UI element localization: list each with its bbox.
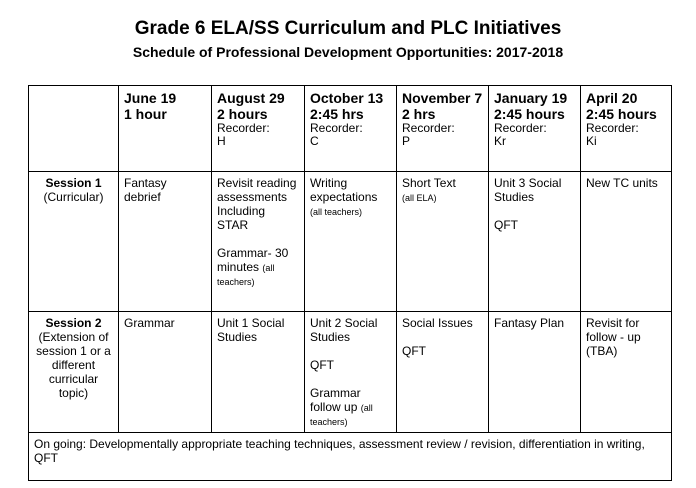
recorder-name: P: [402, 134, 411, 148]
session1-august-cell: [212, 172, 305, 312]
ongoing-text: On going: Developmentally appropriate teaching techniques, assessment review / revision, differentiation in writing, QFT: [34, 437, 645, 465]
header-date: November 7: [402, 90, 483, 106]
cell-text: New TC units: [586, 176, 658, 190]
cell-text: Fantasy Plan: [494, 316, 565, 330]
cell-note: (all teachers): [217, 263, 275, 287]
recorder-name: Ki: [586, 134, 597, 148]
header-cell-august: [212, 86, 305, 172]
cell-text: QFT: [402, 344, 426, 358]
cell-text: Revisit for follow - up (TBA): [586, 316, 641, 358]
recorder-name: C: [310, 134, 319, 148]
header-cell-april: [581, 86, 672, 172]
recorder-name: Kr: [494, 134, 506, 148]
session2-april-cell: [581, 312, 672, 433]
header-row: [29, 86, 672, 172]
header-date: April 20: [586, 90, 638, 106]
recorder-label: Recorder:: [217, 121, 270, 135]
cell-text: Grammar- 30 minutes: [217, 246, 289, 274]
header-cell-january: [489, 86, 581, 172]
cell-text: Grammar follow up: [310, 386, 361, 414]
recorder-label: Recorder:: [402, 121, 455, 135]
header-duration: 2 hrs: [402, 106, 436, 122]
recorder-label: Recorder:: [586, 121, 639, 135]
session2-august-cell: [212, 312, 305, 433]
schedule-table: [28, 85, 672, 481]
session2-subtitle: (Extension of session 1 or a different curricular topic): [36, 330, 111, 400]
session1-october-cell: [305, 172, 397, 312]
header-cell-november: [397, 86, 489, 172]
session1-label-cell: [29, 172, 119, 312]
cell-note: (all teachers): [310, 207, 363, 217]
cell-text: QFT: [310, 358, 334, 372]
header-cell-october: [305, 86, 397, 172]
header-cell-june: [119, 86, 212, 172]
session1-row: [29, 172, 672, 312]
cell-text: Unit 3 Social Studies: [494, 176, 562, 204]
session2-october-cell: [305, 312, 397, 433]
session2-january-cell: [489, 312, 581, 433]
header-corner-cell: [29, 86, 119, 172]
header-duration: 2 hours: [217, 106, 268, 122]
recorder-name: H: [217, 134, 226, 148]
session1-subtitle: (Curricular): [43, 190, 104, 204]
cell-text: Writing expectations: [310, 176, 378, 204]
session1-title: Session 1: [45, 176, 102, 190]
header-date: June 19: [124, 90, 177, 106]
header-duration: 1 hour: [124, 106, 167, 122]
cell-note: (all ELA): [402, 193, 437, 203]
session1-april-cell: [581, 172, 672, 312]
session1-june-cell: [119, 172, 212, 312]
cell-text: Grammar: [124, 316, 175, 330]
session2-row: [29, 312, 672, 433]
document-title: Grade 6 ELA/SS Curriculum and PLC Initiatives: [134, 18, 562, 39]
cell-text: Revisit reading assessments Including STAR: [217, 176, 297, 232]
header-duration: 2:45 hours: [494, 106, 565, 122]
cell-text: Unit 1 Social Studies: [217, 316, 285, 344]
cell-text: Social Issues: [402, 316, 473, 330]
recorder-label: Recorder:: [494, 121, 547, 135]
recorder-label: Recorder:: [310, 121, 363, 135]
session2-title: Session 2: [45, 316, 102, 330]
cell-text: QFT: [494, 218, 518, 232]
header-date: January 19: [494, 90, 568, 106]
header-duration: 2:45 hours: [586, 106, 657, 122]
session2-june-cell: [119, 312, 212, 433]
session1-november-cell: [397, 172, 489, 312]
cell-text: Short Text: [402, 176, 456, 190]
document-subtitle: Schedule of Professional Development Opportunities: 2017-2018: [132, 44, 564, 60]
ongoing-row: [29, 433, 672, 481]
session2-label-cell: [29, 312, 119, 433]
header-date: August 29: [217, 90, 285, 106]
cell-text: Fantasy debrief: [124, 176, 167, 204]
header-duration: 2:45 hrs: [310, 106, 364, 122]
cell-text: Unit 2 Social Studies: [310, 316, 378, 344]
ongoing-cell: [29, 433, 672, 481]
session1-january-cell: [489, 172, 581, 312]
header-date: October 13: [310, 90, 384, 106]
session2-november-cell: [397, 312, 489, 433]
cell-note: (all teachers): [310, 403, 373, 427]
